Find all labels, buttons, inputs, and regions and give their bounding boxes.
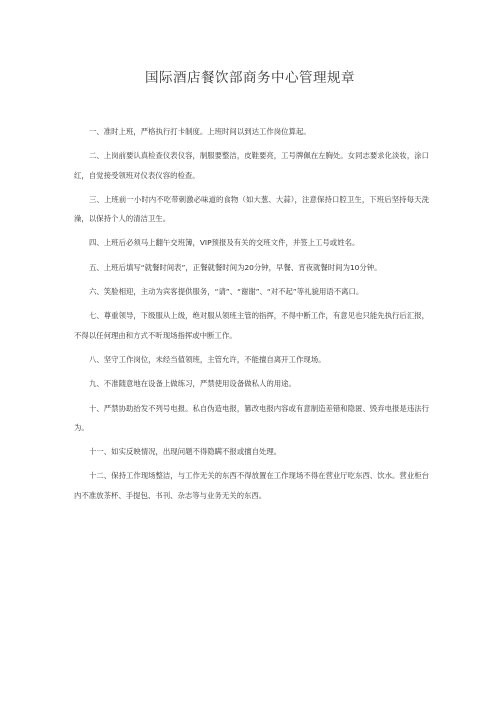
rule-paragraph-12: 十二、保持工作现场整洁，与工作无关的东西不得放置在工作现场不得在营业厅吃东西、饮水。营业柜台内不准放茶杯、手提包、书刊、杂志等与业务无关的东西。 bbox=[74, 471, 429, 500]
rule-paragraph-7: 七、尊重领导，下级服从上级，绝对服从领班主管的指挥，不得中断工作，有意见也只能先执行后汇报，不得以任何理由和方式不听现场指挥或中断工作。 bbox=[74, 311, 429, 340]
rule-paragraph-6: 六、笑脸相迎，主动为宾客提供服务，“请”、“谢谢”、“对不起”等礼貌用语不离口。 bbox=[89, 287, 364, 297]
rule-paragraph-5: 五、上班后填写“就餐时间表”，正餐就餐时间为20分钟，早餐、宵夜就餐时间为10分钟。 bbox=[89, 262, 382, 272]
rule-paragraph-1: 一、准时上班，严格执行打卡制度。上班时间以到达工作岗位算起。 bbox=[89, 127, 311, 136]
rule-paragraph-2: 二、上岗前要认真检查仪表仪容，制服要整洁，皮鞋要亮，工号牌佩在左胸处。女同志要求化淡妆，涂口红，自觉接受领班对仪表仪容的检查。 bbox=[74, 151, 429, 180]
document-title: 国际酒店餐饮部商务中心管理规章 bbox=[145, 70, 355, 86]
rule-paragraph-10: 十、严禁协助抬发不列号电报。私自伪造电报，篡改电报内容或有意制造差错和隐匿、毁弃电报是违法行为。 bbox=[74, 403, 429, 432]
document-body bbox=[74, 122, 429, 510]
rule-paragraph-9: 九、不准随意地在设备上做练习，严禁使用设备做私人的用途。 bbox=[89, 379, 296, 389]
rule-paragraph-3: 三、上班前一小时内不吃带刺激必味道的食物（如大葱、大蒜），注意保持口腔卫生，下班后坚持每天洗澡，以保持个人的清洁卫生。 bbox=[74, 194, 429, 224]
rule-paragraph-8: 八、坚守工作岗位，未经当值领班，主管允许，不能擅自离开工作现场。 bbox=[89, 354, 326, 364]
rule-paragraph-11: 十一、如实反映情况，出现问题不得隐瞒不报或擅自处理。 bbox=[89, 447, 282, 457]
rule-paragraph-4: 四、上班后必须马上翻午交班簿，VIP预报及有关的交班文件，并签上工号或姓名。 bbox=[89, 238, 360, 248]
